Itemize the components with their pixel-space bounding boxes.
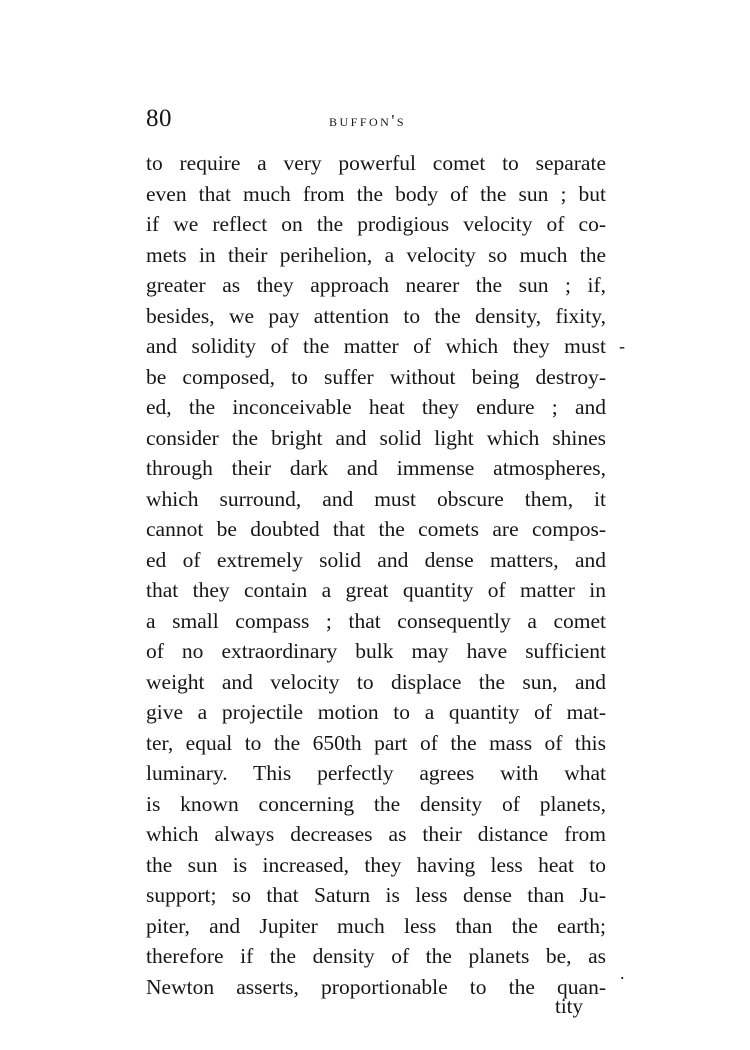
text-line: through their dark and immense atmospheres,: [146, 456, 606, 480]
text-line: ter, equal to the 650th part of the mass of this: [146, 730, 606, 755]
text-line: support; so that Saturn is less dense than Ju-: [146, 883, 606, 907]
margin-mark: -: [619, 336, 625, 356]
text-line: which always decreases as their distance from: [146, 822, 606, 846]
text-line: ed of extremely solid and dense matters, and: [146, 547, 606, 572]
running-head: buffon's: [329, 111, 407, 130]
text-line: the sun is increased, they having less heat to: [146, 852, 606, 877]
text-line: be composed, to suffer without being destroy-: [146, 364, 606, 389]
text-line: cannot be doubted that the comets are compos-: [146, 517, 606, 541]
text-line: ed, the inconceivable heat they endure ; and: [146, 395, 606, 419]
text-line: which surround, and must obscure them, it: [146, 486, 606, 511]
text-line: to require a very powerful comet to separate: [146, 151, 606, 175]
text-line: therefore if the density of the planets be, as: [146, 944, 606, 968]
text-line: mets in their perihelion, a velocity so much the: [146, 242, 606, 267]
text-line: that they contain a great quantity of matter in: [146, 578, 606, 602]
text-line: of no extraordinary bulk may have sufficient: [146, 639, 606, 663]
text-line: greater as they approach nearer the sun ; if,: [146, 273, 606, 297]
text-line: consider the bright and solid light which shines: [146, 425, 606, 450]
text-line: and solidity of the matter of which they must: [146, 334, 606, 358]
text-line: luminary. This perfectly agrees with what: [146, 761, 606, 785]
text-line: piter, and Jupiter much less than the earth;: [146, 913, 606, 938]
body-text: [146, 148, 606, 1002]
text-line: weight and velocity to displace the sun, and: [146, 669, 606, 694]
text-line: if we reflect on the prodigious velocity of co-: [146, 212, 606, 236]
text-line: is known concerning the density of planets,: [146, 791, 606, 816]
text-line: Newton asserts, proportionable to the quan-: [146, 974, 606, 999]
margin-dot: .: [620, 963, 625, 983]
text-line: even that much from the body of the sun ; but: [146, 181, 606, 206]
text-line: a small compass ; that consequently a comet: [146, 608, 606, 633]
page-number: 80: [146, 105, 172, 132]
text-line: besides, we pay attention to the density, fixity,: [146, 303, 606, 328]
catchword: tity: [555, 994, 584, 1018]
text-line: give a projectile motion to a quantity of mat-: [146, 700, 606, 724]
